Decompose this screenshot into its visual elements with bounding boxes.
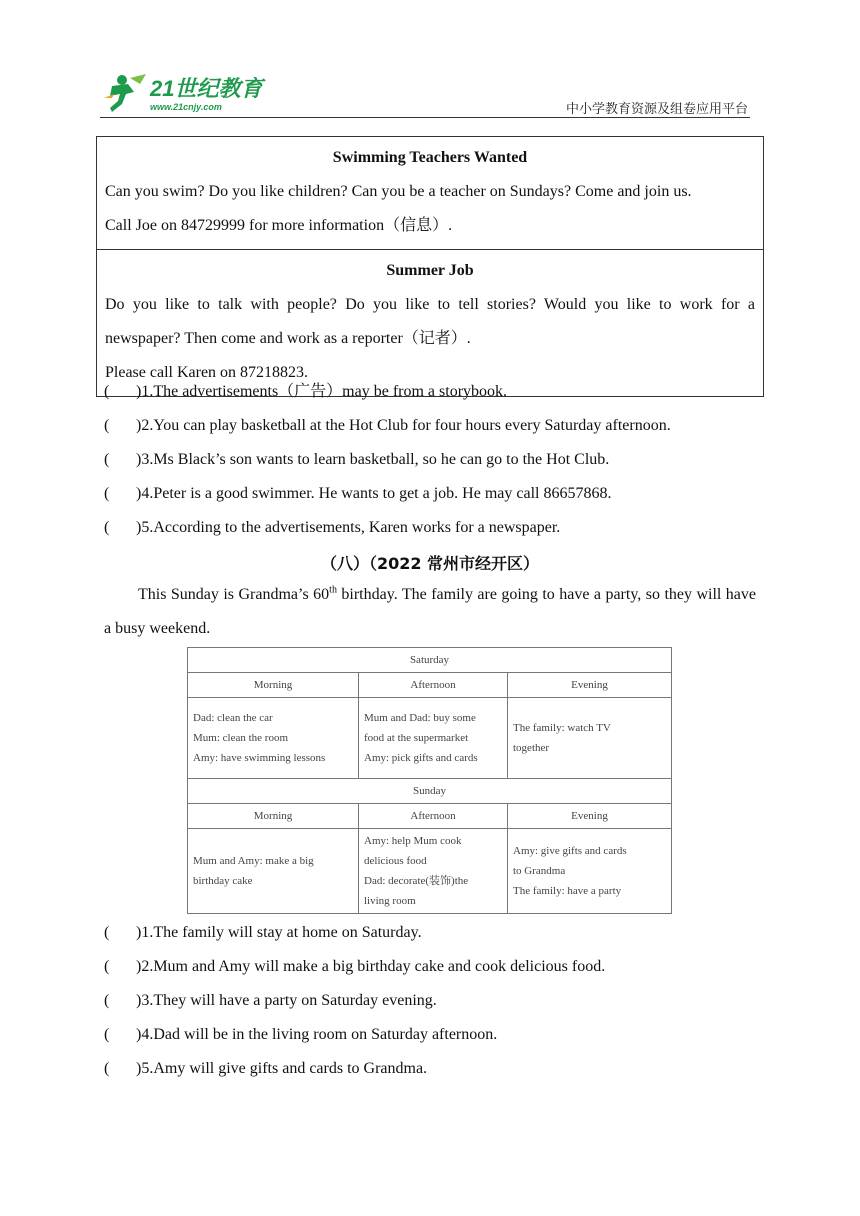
answer-blank[interactable]: ( (104, 417, 110, 434)
cell-line: birthday cake (193, 875, 253, 887)
passage (104, 578, 756, 646)
ad-line: Do you like to talk with people? Do you like to tell stories? Would you like to work for a (105, 296, 755, 313)
answer-blank[interactable]: ( (104, 451, 110, 468)
question-item (104, 922, 422, 944)
question-item (104, 990, 437, 1012)
answer-blank[interactable]: ( (104, 958, 110, 975)
question-item (104, 956, 605, 978)
passage-text: This Sunday is Grandma’s 60 (138, 586, 330, 603)
schedule-cell (359, 829, 508, 914)
cell-line: The family: have a party (513, 885, 622, 897)
schedule-cell (359, 698, 508, 779)
schedule-cell (188, 829, 359, 914)
cell-line: Mum and Amy: make a big (193, 855, 314, 867)
cell-line: The family: watch TV (513, 722, 611, 734)
question-text: )5.Amy will give gifts and cards to Grandma. (136, 1060, 428, 1077)
cell-line: to Grandma (513, 865, 566, 877)
cell-line: Dad: clean the car (193, 712, 273, 724)
section-title: （八）（2022 常州市经开区） (320, 554, 540, 573)
schedule-cell (188, 698, 359, 779)
cell-line: Amy: help Mum cook (364, 835, 462, 847)
answer-blank[interactable]: ( (104, 1026, 110, 1043)
ad-line: newspaper? Then come and work as a reporter（记者）. (105, 330, 471, 347)
question-item (104, 381, 507, 403)
runner-icon (104, 74, 146, 112)
answer-blank[interactable]: ( (104, 1060, 110, 1077)
day-header: Sunday (188, 779, 672, 804)
cell-line: Amy: pick gifts and cards (364, 752, 478, 764)
ad-line: Call Joe on 84729999 for more information（信息）. (105, 217, 453, 234)
ordinal-suffix: th (329, 584, 337, 596)
cell-line: Mum and Dad: buy some (364, 712, 476, 724)
answer-blank[interactable]: ( (104, 924, 110, 941)
cell-line: Amy: give gifts and cards (513, 845, 627, 857)
advertisement-table (96, 136, 764, 397)
cell-line: Amy: have swimming lessons (193, 752, 326, 764)
question-item (104, 1024, 497, 1046)
answer-blank[interactable]: ( (104, 519, 110, 536)
schedule-cell (508, 829, 672, 914)
question-item (104, 415, 671, 437)
ad-line: Please call Karen on 87218823. (105, 364, 309, 381)
column-header: Morning (188, 673, 359, 698)
question-text: )5.According to the advertisements, Karen works for a newspaper. (136, 519, 561, 536)
question-item (104, 483, 611, 505)
logo-url: www.21cnjy.com (150, 102, 222, 112)
question-text: )3.They will have a party on Saturday evening. (136, 992, 437, 1009)
question-text: )1.The family will stay at home on Saturday. (136, 924, 422, 941)
cell-line: food at the supermarket (364, 732, 469, 744)
question-text: )4.Dad will be in the living room on Saturday afternoon. (136, 1026, 498, 1043)
column-header: Afternoon (359, 673, 508, 698)
column-header: Afternoon (359, 804, 508, 829)
question-text: )3.Ms Black’s son wants to learn basketball, so he can go to the Hot Club. (136, 451, 610, 468)
platform-name: 中小学教育资源及组卷应用平台 (565, 102, 748, 117)
question-text: )2.You can play basketball at the Hot Club for four hours every Saturday afternoon. (136, 417, 671, 434)
question-item (104, 517, 560, 539)
answer-blank[interactable]: ( (104, 485, 110, 502)
page-header (0, 0, 860, 120)
ad-title: Swimming Teachers Wanted (332, 149, 528, 166)
passage-text: birthday. The family are going to have a party, so they will have a busy weekend. (104, 586, 757, 637)
ad-title: Summer Job (386, 262, 474, 279)
schedule-cell (508, 698, 672, 779)
column-header: Morning (188, 804, 359, 829)
weekend-schedule-table (187, 647, 672, 914)
cell-line: living room (364, 895, 416, 907)
cell-line: delicious food (364, 855, 427, 867)
question-text: )2.Mum and Amy will make a big birthday cake and cook delicious food. (136, 958, 606, 975)
answer-blank[interactable]: ( (104, 383, 110, 400)
day-header: Saturday (188, 648, 672, 673)
question-item (104, 449, 609, 471)
answer-blank[interactable]: ( (104, 992, 110, 1009)
column-header: Evening (508, 804, 672, 829)
ad-line: Can you swim? Do you like children? Can you be a teacher on Sundays? Come and join us. (105, 183, 692, 200)
21cnjy-logo (100, 70, 270, 118)
cell-line: together (513, 742, 550, 754)
ad-swimming (97, 137, 764, 250)
question-text: )1.The advertisements（广告）may be from a storybook. (136, 383, 508, 400)
cell-line: Mum: clean the room (193, 732, 289, 744)
question-item (104, 1058, 427, 1080)
question-text: )4.Peter is a good swimmer. He wants to get a job. He may call 86657868. (136, 485, 612, 502)
column-header: Evening (508, 673, 672, 698)
logo-text: 21世纪教育 (150, 76, 263, 101)
cell-line: Dad: decorate(装饰)the (364, 875, 469, 887)
header-divider (100, 117, 750, 118)
ad-summer-job (97, 250, 764, 397)
